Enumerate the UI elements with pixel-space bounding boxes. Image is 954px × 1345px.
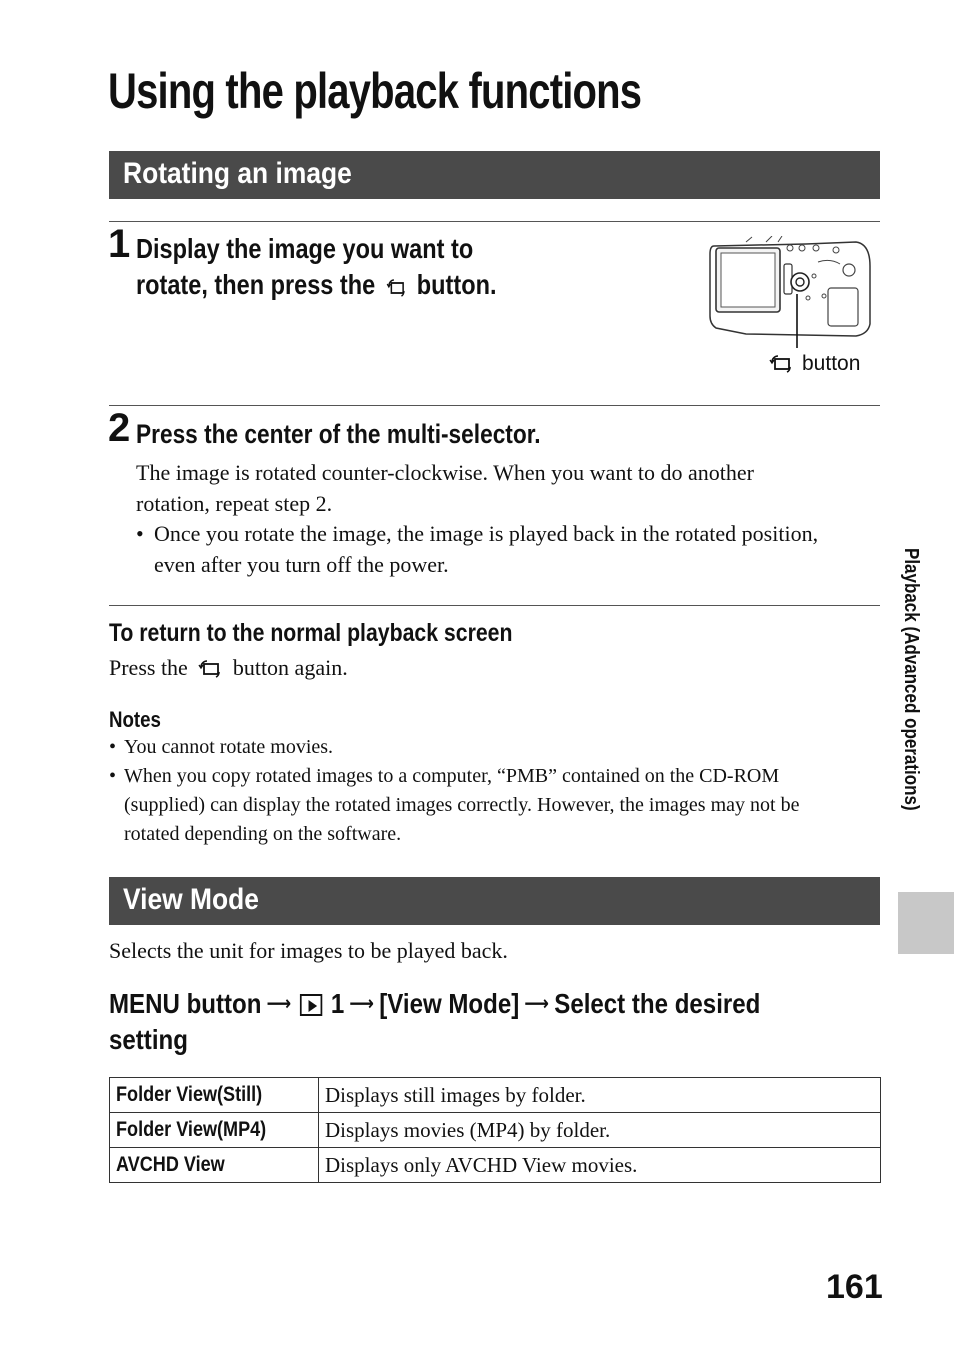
step2-body-line1: The image is rotated counter-clockwise. When you want to do another — [136, 460, 755, 485]
return-text-after: button again. — [232, 655, 348, 680]
table-row — [110, 1148, 881, 1183]
mode-name: Folder View(Still) — [116, 1083, 263, 1106]
rotate-icon — [197, 658, 223, 678]
step2-heading: Press the center of the multi-selector. — [136, 419, 541, 449]
note-2-line3: rotated depending on the software. — [124, 823, 402, 845]
table-cell-name — [110, 1148, 319, 1183]
step2-body-line2: rotation, repeat step 2. — [136, 491, 333, 516]
table-cell-desc: Displays movies (MP4) by folder. — [319, 1113, 881, 1148]
menu-path-item: [View Mode] — [379, 988, 520, 1019]
menu-path-line1 — [109, 985, 760, 1022]
menu-path-line2: setting — [109, 1024, 188, 1055]
view-mode-table — [109, 1077, 881, 1183]
arrow-right-icon: ⟶ — [349, 991, 375, 1015]
table-cell-name — [110, 1078, 319, 1113]
bullet-dot: • — [109, 765, 117, 787]
notes-heading: Notes — [109, 707, 161, 732]
view-mode-intro: Selects the unit for images to be played back. — [109, 938, 508, 963]
page-title: Using the playback functions — [108, 63, 642, 119]
table-cell-name — [110, 1113, 319, 1148]
rotate-icon — [768, 353, 794, 373]
step2-bullet-line1: Once you rotate the image, the image is played back in the rotated position, — [154, 521, 819, 546]
step-number: 2 — [108, 406, 131, 450]
section-header-rotate — [109, 151, 880, 199]
play-icon — [300, 994, 322, 1016]
table-cell-desc: Displays only AVCHD View movies. — [319, 1148, 881, 1183]
return-heading: To return to the normal playback screen — [109, 619, 513, 647]
menu-path-tab: 1 — [330, 988, 345, 1019]
section-header-view-mode — [109, 877, 880, 925]
bullet-dot: • — [136, 521, 144, 546]
step1-line2-after: button. — [416, 269, 497, 300]
step2-bullet — [154, 518, 818, 580]
side-section-label: Playback (Advanced operations) — [900, 548, 922, 811]
mode-name: AVCHD View — [116, 1153, 225, 1176]
step1-line2-before: rotate, then press the — [136, 269, 376, 300]
note-1: You cannot rotate movies. — [124, 736, 334, 758]
note-2-line2: (supplied) can display the rotated images correctly. However, the images may not be — [124, 794, 800, 816]
divider — [109, 405, 880, 406]
bullet-dot: • — [109, 736, 117, 758]
arrow-right-icon: ⟶ — [266, 991, 292, 1015]
return-text-before: Press the — [109, 655, 188, 680]
rotate-icon — [385, 277, 407, 297]
camera-illustration — [706, 236, 876, 348]
step1-line2 — [136, 267, 496, 303]
return-text — [109, 652, 348, 683]
table-cell-desc: Displays still images by folder. — [319, 1078, 881, 1113]
camera-caption-text: button — [802, 352, 861, 375]
step1-line1: Display the image you want to — [136, 233, 474, 264]
mode-name: Folder View(MP4) — [116, 1118, 267, 1141]
section-heading: View Mode — [123, 883, 259, 916]
table-row — [110, 1078, 881, 1113]
note-2-line1: When you copy rotated images to a computer, “PMB” contained on the CD-ROM — [124, 765, 780, 787]
camera-caption — [764, 352, 860, 376]
step-number: 1 — [108, 222, 131, 266]
menu-path-select: Select the desired — [554, 988, 761, 1019]
step1-text — [136, 231, 496, 303]
menu-path-menu: MENU button — [109, 988, 262, 1019]
side-tab-marker — [898, 892, 954, 954]
table-row — [110, 1113, 881, 1148]
page-number: 161 — [826, 1268, 883, 1306]
divider — [109, 605, 880, 606]
menu-path — [109, 985, 760, 1058]
note-2 — [124, 762, 799, 849]
arrow-right-icon: ⟶ — [524, 991, 550, 1015]
section-heading: Rotating an image — [123, 157, 352, 190]
step2-bullet-line2: even after you turn off the power. — [154, 552, 449, 577]
divider — [109, 221, 880, 222]
step2-body — [136, 457, 754, 519]
